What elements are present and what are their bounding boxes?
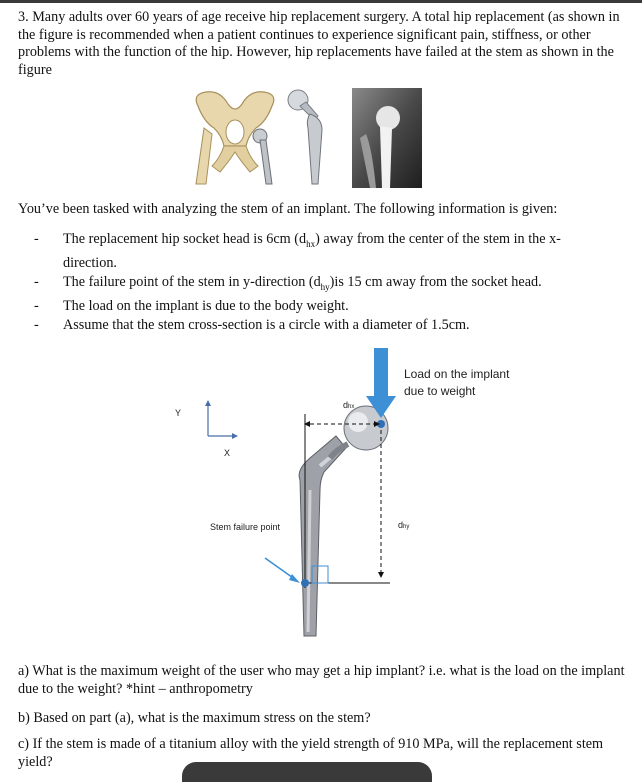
axis-x-label: X [224, 448, 231, 458]
load-label-line2: due to weight [404, 384, 476, 398]
question-c: c) If the stem is made of a titanium alloy with the yield strength of 910 MPa, will the replacement stem yield? [18, 736, 604, 770]
given-info-list [34, 230, 624, 335]
list-item: - Assume that the stem cross-section is a circle with a diameter of 1.5cm. [34, 316, 624, 335]
dhy-label: dhy [398, 520, 410, 530]
list-item: - The failure point of the stem in y-direction $(d_{hy})is$ 15 cm away from the socket head. [34, 273, 624, 297]
given-info-lead: You’ve been tasked with analyzing the stem of an implant. The following information is given: [18, 201, 558, 217]
dhx-label: dhx [343, 400, 355, 410]
axes-icon [205, 400, 238, 439]
failure-point [265, 558, 328, 587]
pelvis-illustration [190, 88, 280, 188]
implant-stem [299, 406, 388, 636]
top-rule [0, 0, 642, 3]
failure-label: Stem failure point [210, 522, 281, 532]
list-item: - The load on the implant is due to the body weight. [34, 297, 624, 316]
stem-diagram [160, 340, 540, 640]
load-label-line1: Load on the implant [404, 367, 510, 381]
load-label [404, 366, 509, 400]
xray-image [352, 88, 422, 188]
problem-intro: 3. Many adults over 60 years of age receive hip replacement surgery. A total hip replacement (as shown in the figure is recommended when a patient continues to experience significant pain, stiffness, or other problems with the function of the hip. However, hip replacements have failed at the stem as shown in the figure [18, 9, 620, 78]
axis-y-label: Y [175, 408, 182, 418]
implant-figure [0, 84, 642, 189]
list-item: - The replacement hip socket head is 6cm $(d_{hx})$ away from the center of the stem in the x- direction. [34, 230, 624, 273]
question-a: a) What is the maximum weight of the user who may get a hip implant? i.e. what is the load on the implant due to the weight? *hint – anthropometry [18, 663, 625, 697]
overlay-bar [182, 762, 432, 782]
question-b: b) Based on part (a), what is the maximum stress on the stem? [18, 710, 371, 726]
implant-illustration [282, 86, 332, 188]
